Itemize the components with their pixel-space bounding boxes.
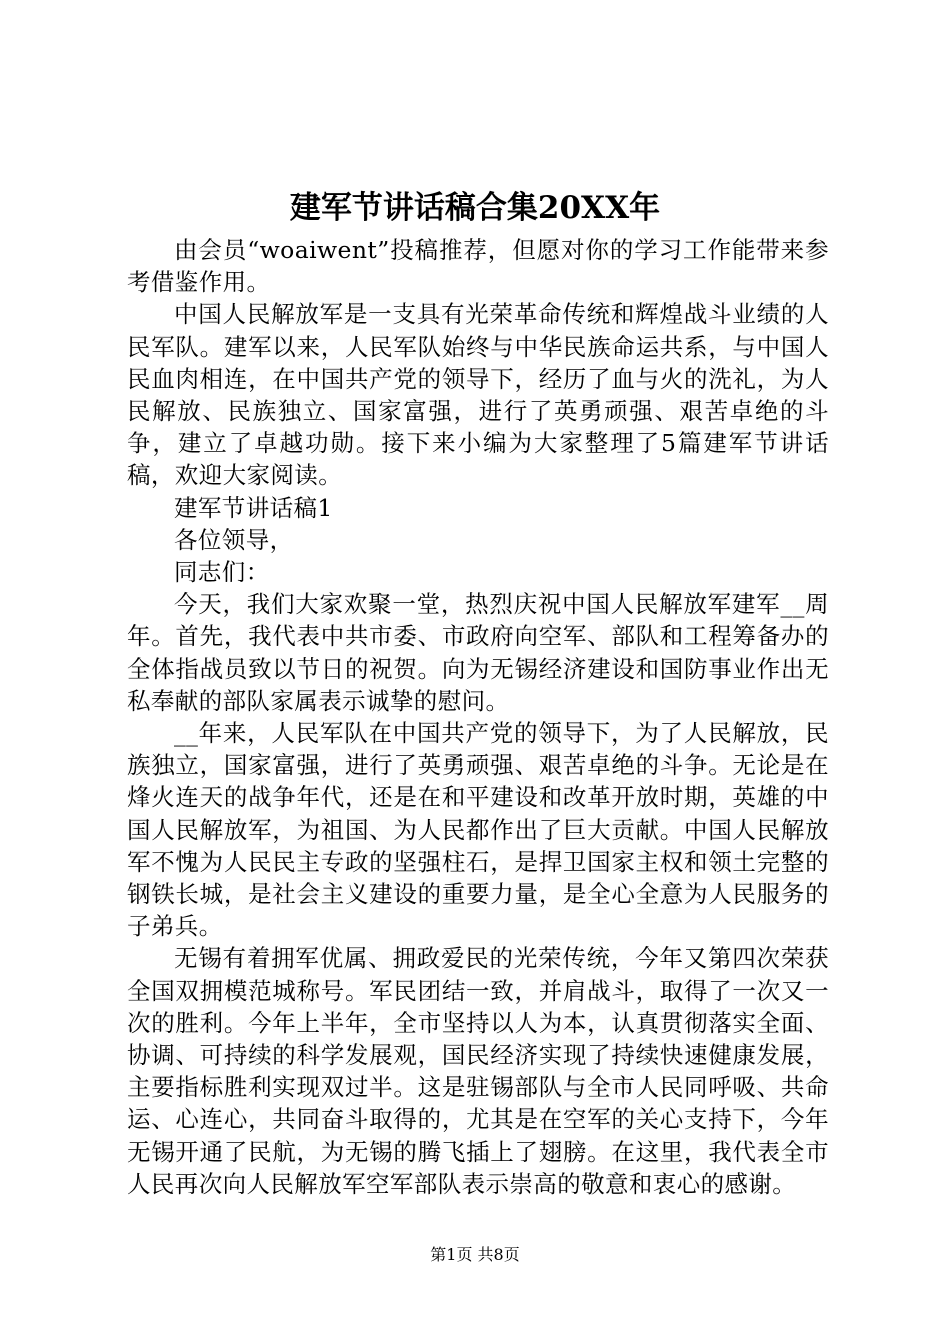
document-body — [127, 234, 829, 1200]
section-heading: 建军节讲话稿1 — [174, 493, 333, 522]
document-title: 建军节讲话稿合集20XX年 — [289, 190, 661, 226]
paragraph-wuxi: 无锡有着拥军优属、拥政爱民的光荣传统，今年又第四次荣获全国双拥模范城称号。军民团结一致，并肩战斗，取得了一次又一次的胜利。今年上半年，全市坚持以人为本，认真贯彻落实全面、协调、可持续的科学发展观，国民经济实现了持续快速健康发展，主要指标胜利实现双过半。这是驻锡部队与全市人民同呼吸、共命运、心连心，共同奋斗取得的，尤其是在空军的关心支持下，今年无锡开通了民航，为无锡的腾飞插上了翅膀。在这里，我代表全市人民再次向人民解放军空军部队表示崇高的敬意和衷心的感谢。 — [127, 944, 829, 1198]
paragraph-intro: 由会员“woaiwent”投稿推荐，但愿对你的学习工作能带来参考借鉴作用。 — [127, 236, 829, 297]
page-number-footer: 第1页 共8页 — [430, 1245, 520, 1264]
salutation-leaders: 各位领导， — [174, 525, 294, 554]
paragraph-summary: 中国人民解放军是一支具有光荣革命传统和辉煌战斗业绩的人民军队。建军以来，人民军队始终与中华民族命运共系，与中国人民血肉相连，在中国共产党的领导下，经历了血与火的洗礼，为人民解放、民族独立、国家富强，进行了英勇顽强、艰苦卓绝的斗争，建立了卓越功勋。接下来小编为大家整理了5篇建军节讲话稿，欢迎大家阅读。 — [127, 300, 829, 490]
paragraph-greeting: 今天，我们大家欢聚一堂，热烈庆祝中国人民解放军建军__周年。首先，我代表中共市委、市政府向空军、部队和工程筹备办的全体指战员致以节日的祝贺。向为无锡经济建设和国防事业作出无私奉献的部队家属表示诚挚的慰问。 — [127, 590, 829, 715]
paragraph-history: __年来，人民军队在中国共产党的领导下，为了人民解放，民族独立，国家富强，进行了英勇顽强、艰苦卓绝的斗争。无论是在烽火连天的战争年代，还是在和平建设和改革开放时期，英雄的中国人民解放军，为祖国、为人民都作出了巨大贡献。中国人民解放军不愧为人民民主专政的坚强柱石，是捍卫国家主权和领土完整的钢铁长城，是社会主义建设的重要力量，是全心全意为人民服务的子弟兵。 — [127, 719, 829, 941]
salutation-comrades: 同志们： — [174, 558, 270, 587]
